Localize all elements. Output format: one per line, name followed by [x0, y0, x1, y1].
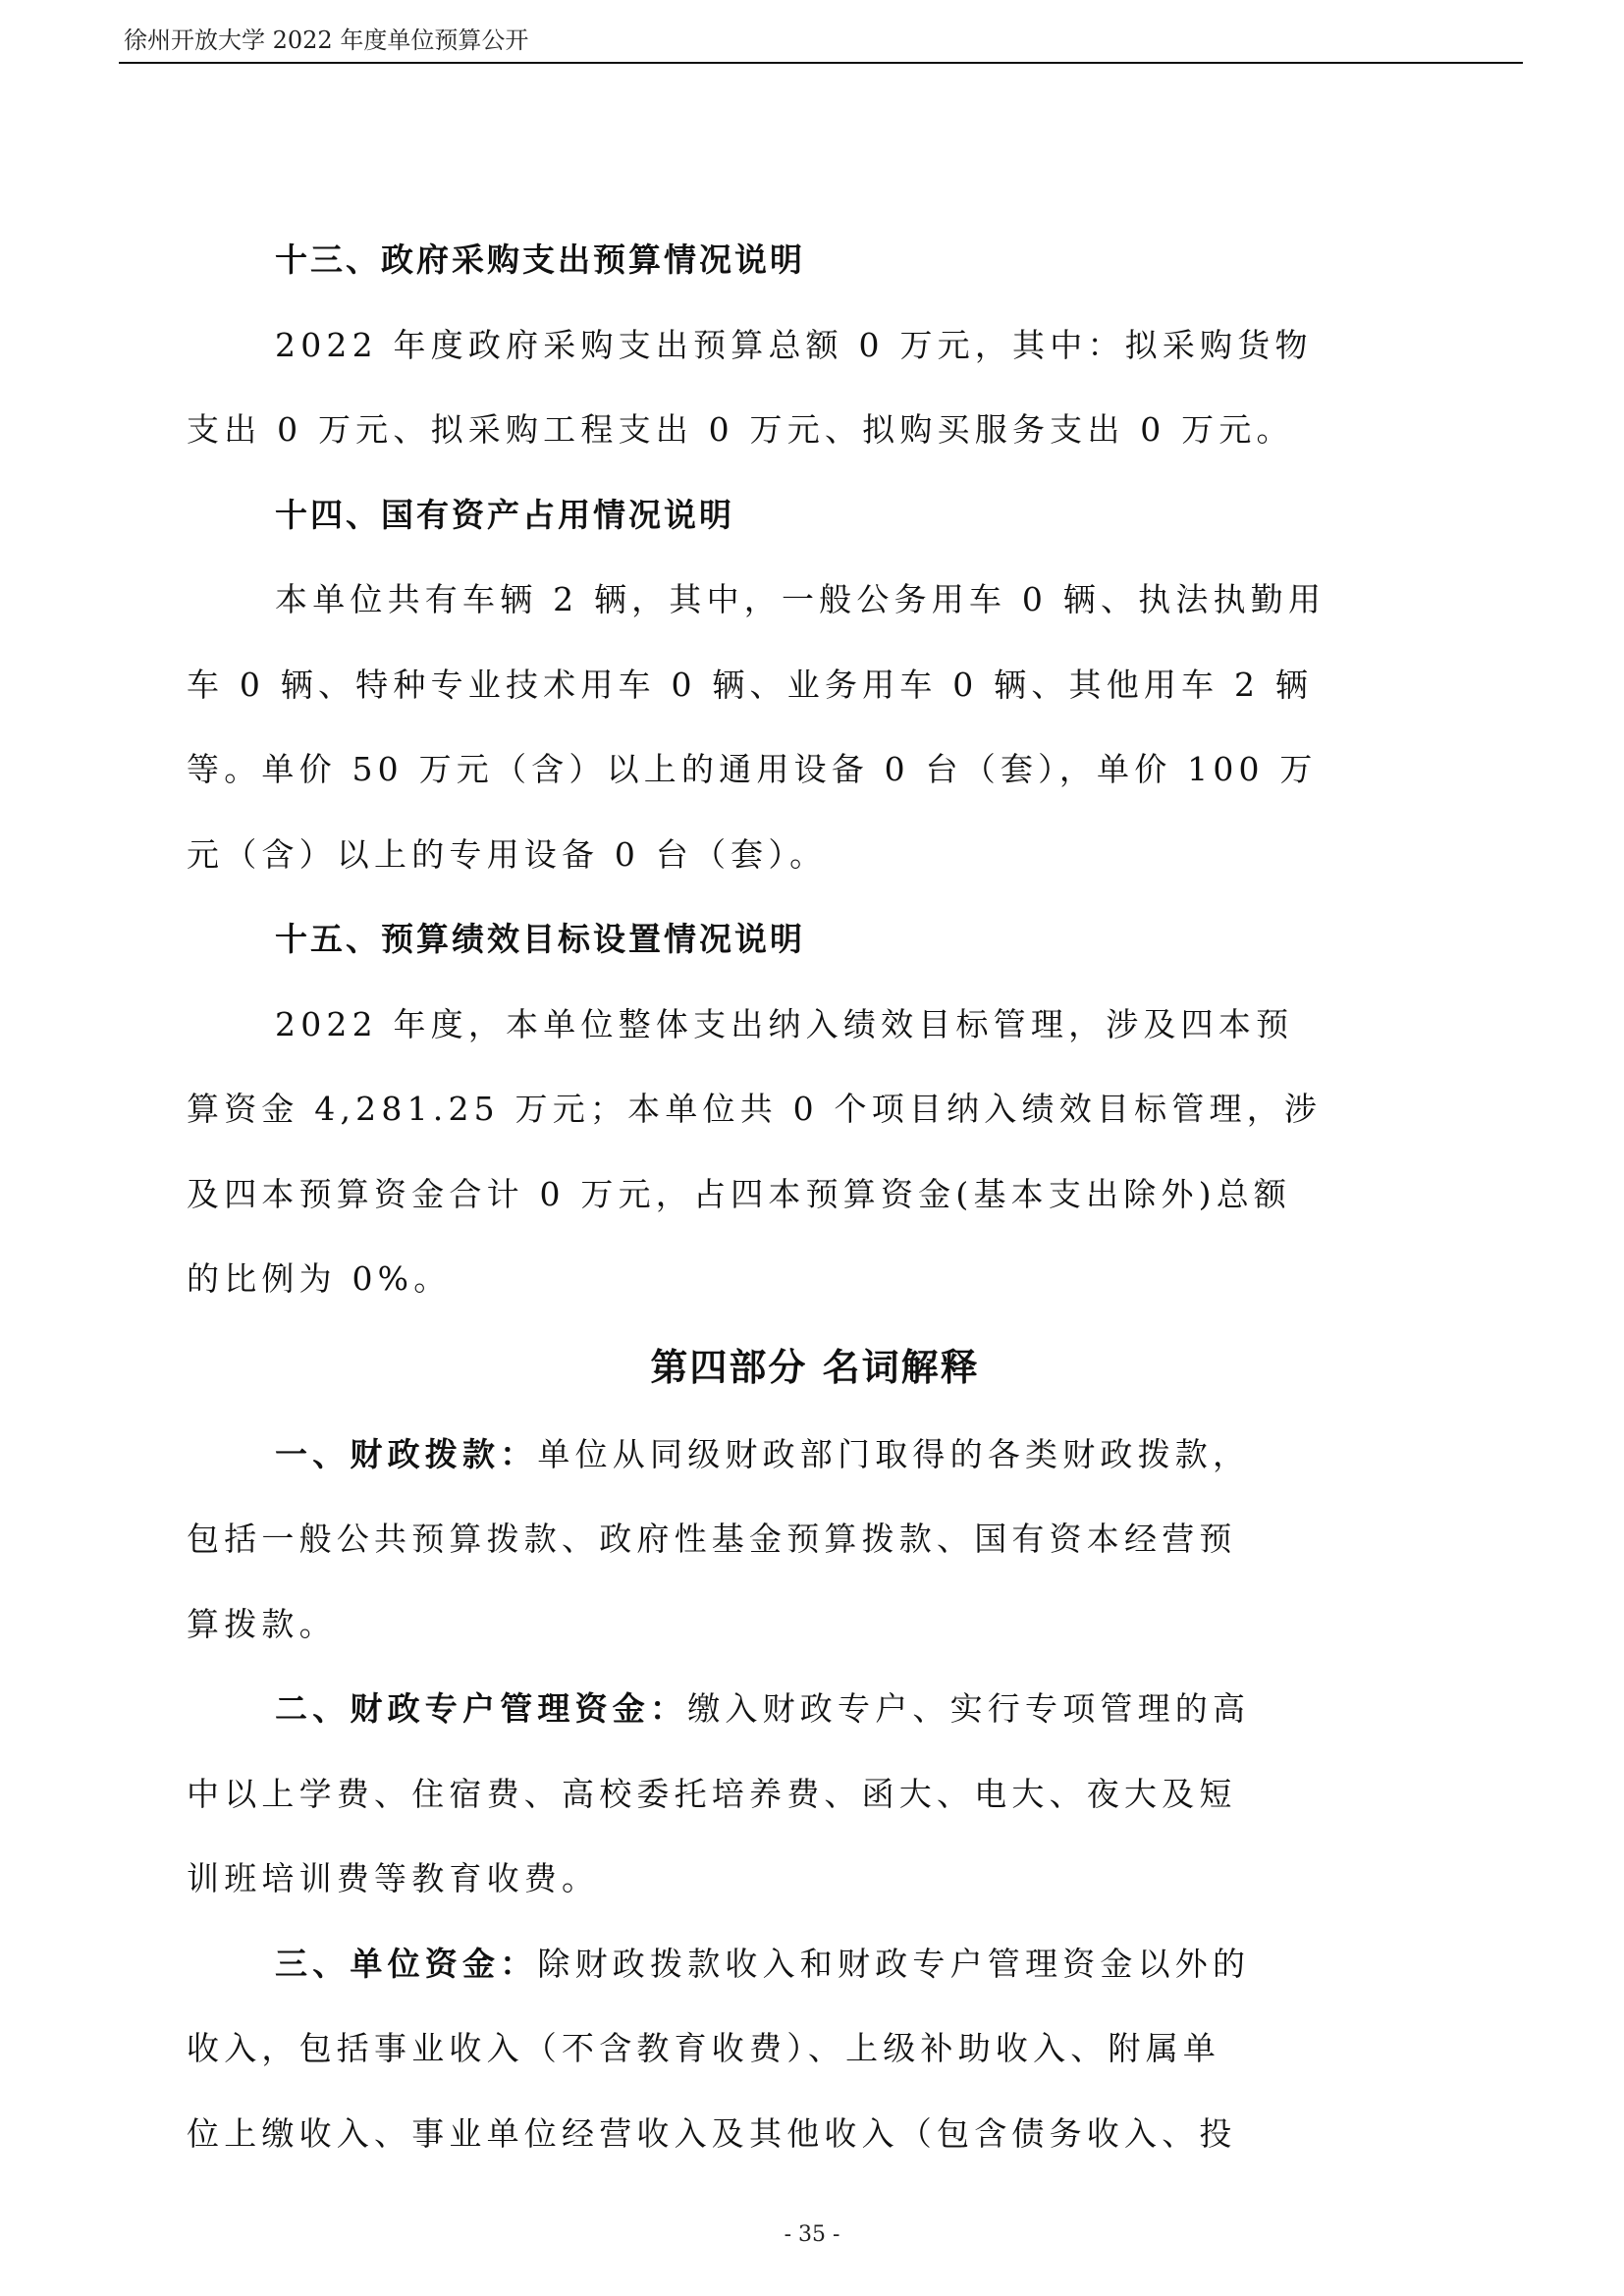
term-text: 缴入财政专户、实行专项管理的高 [687, 1689, 1251, 1728]
paragraph-line: 算拨款。 [187, 1604, 337, 1643]
term-label: 一、财政拨款： [275, 1434, 538, 1473]
paragraph-line: 中以上学费、住宿费、高校委托培养费、函大、电大、夜大及短 [187, 1774, 1237, 1813]
paragraph-line: 元（含）以上的专用设备 0 台（套）。 [187, 834, 828, 874]
term-definition-first-line [187, 1413, 1463, 1498]
paragraph-line: 位上缴收入、事业单位经营收入及其他收入（包含债务收入、投 [187, 2113, 1237, 2153]
term-label: 三、单位资金： [275, 1944, 538, 1983]
term-text: 除财政拨款收入和财政专户管理资金以外的 [537, 1944, 1251, 1983]
page-body [187, 218, 1463, 2176]
paragraph-line: 2022 年度政府采购支出预算总额 0 万元，其中：拟采购货物 [275, 325, 1313, 364]
paragraph-line: 的比例为 0%。 [187, 1259, 452, 1298]
paragraph-line: 训班培训费等教育收费。 [187, 1859, 600, 1897]
paragraph-line: 包括一般公共预算拨款、政府性基金预算拨款、国有资本经营预 [187, 1520, 1237, 1558]
paragraph-line: 算资金 4,281.25 万元；本单位共 0 个项目纳入绩效目标管理，涉 [187, 1090, 1323, 1128]
header-rule [119, 62, 1523, 64]
term-definition-first-line [187, 1922, 1463, 2007]
running-header: 徐州开放大学 2022 年度单位预算公开 [124, 27, 529, 54]
term-label: 二、财政专户管理资金： [275, 1689, 688, 1728]
paragraph-line: 支出 0 万元、拟采购工程支出 0 万元、拟购买服务支出 0 万元。 [187, 410, 1294, 449]
section-heading-14: 十四、国有资产占用情况说明 [275, 495, 734, 534]
section-heading-13: 十三、政府采购支出预算情况说明 [275, 240, 805, 279]
section-heading-15: 十五、预算绩效目标设置情况说明 [275, 920, 805, 958]
term-text: 单位从同级财政部门取得的各类财政拨款， [537, 1434, 1251, 1473]
paragraph-line: 收入，包括事业收入（不含教育收费）、上级补助收入、附属单 [187, 2029, 1221, 2067]
paragraph-line: 2022 年度，本单位整体支出纳入绩效目标管理，涉及四本预 [275, 1004, 1294, 1043]
paragraph-line: 车 0 辆、特种专业技术用车 0 辆、业务用车 0 辆、其他用车 2 辆 [187, 665, 1314, 704]
page-number: - 35 - [784, 2222, 840, 2247]
paragraph-line: 及四本预算资金合计 0 万元，占四本预算资金(基本支出除外)总额 [187, 1174, 1292, 1213]
term-definition-first-line [187, 1667, 1463, 1752]
paragraph-line: 本单位共有车辆 2 辆，其中，一般公务用车 0 辆、执法执勤用 [275, 580, 1326, 618]
paragraph-line: 等。单价 50 万元（含）以上的通用设备 0 台（套），单价 100 万 [187, 750, 1318, 788]
part-four-title: 第四部分 名词解释 [650, 1344, 980, 1389]
